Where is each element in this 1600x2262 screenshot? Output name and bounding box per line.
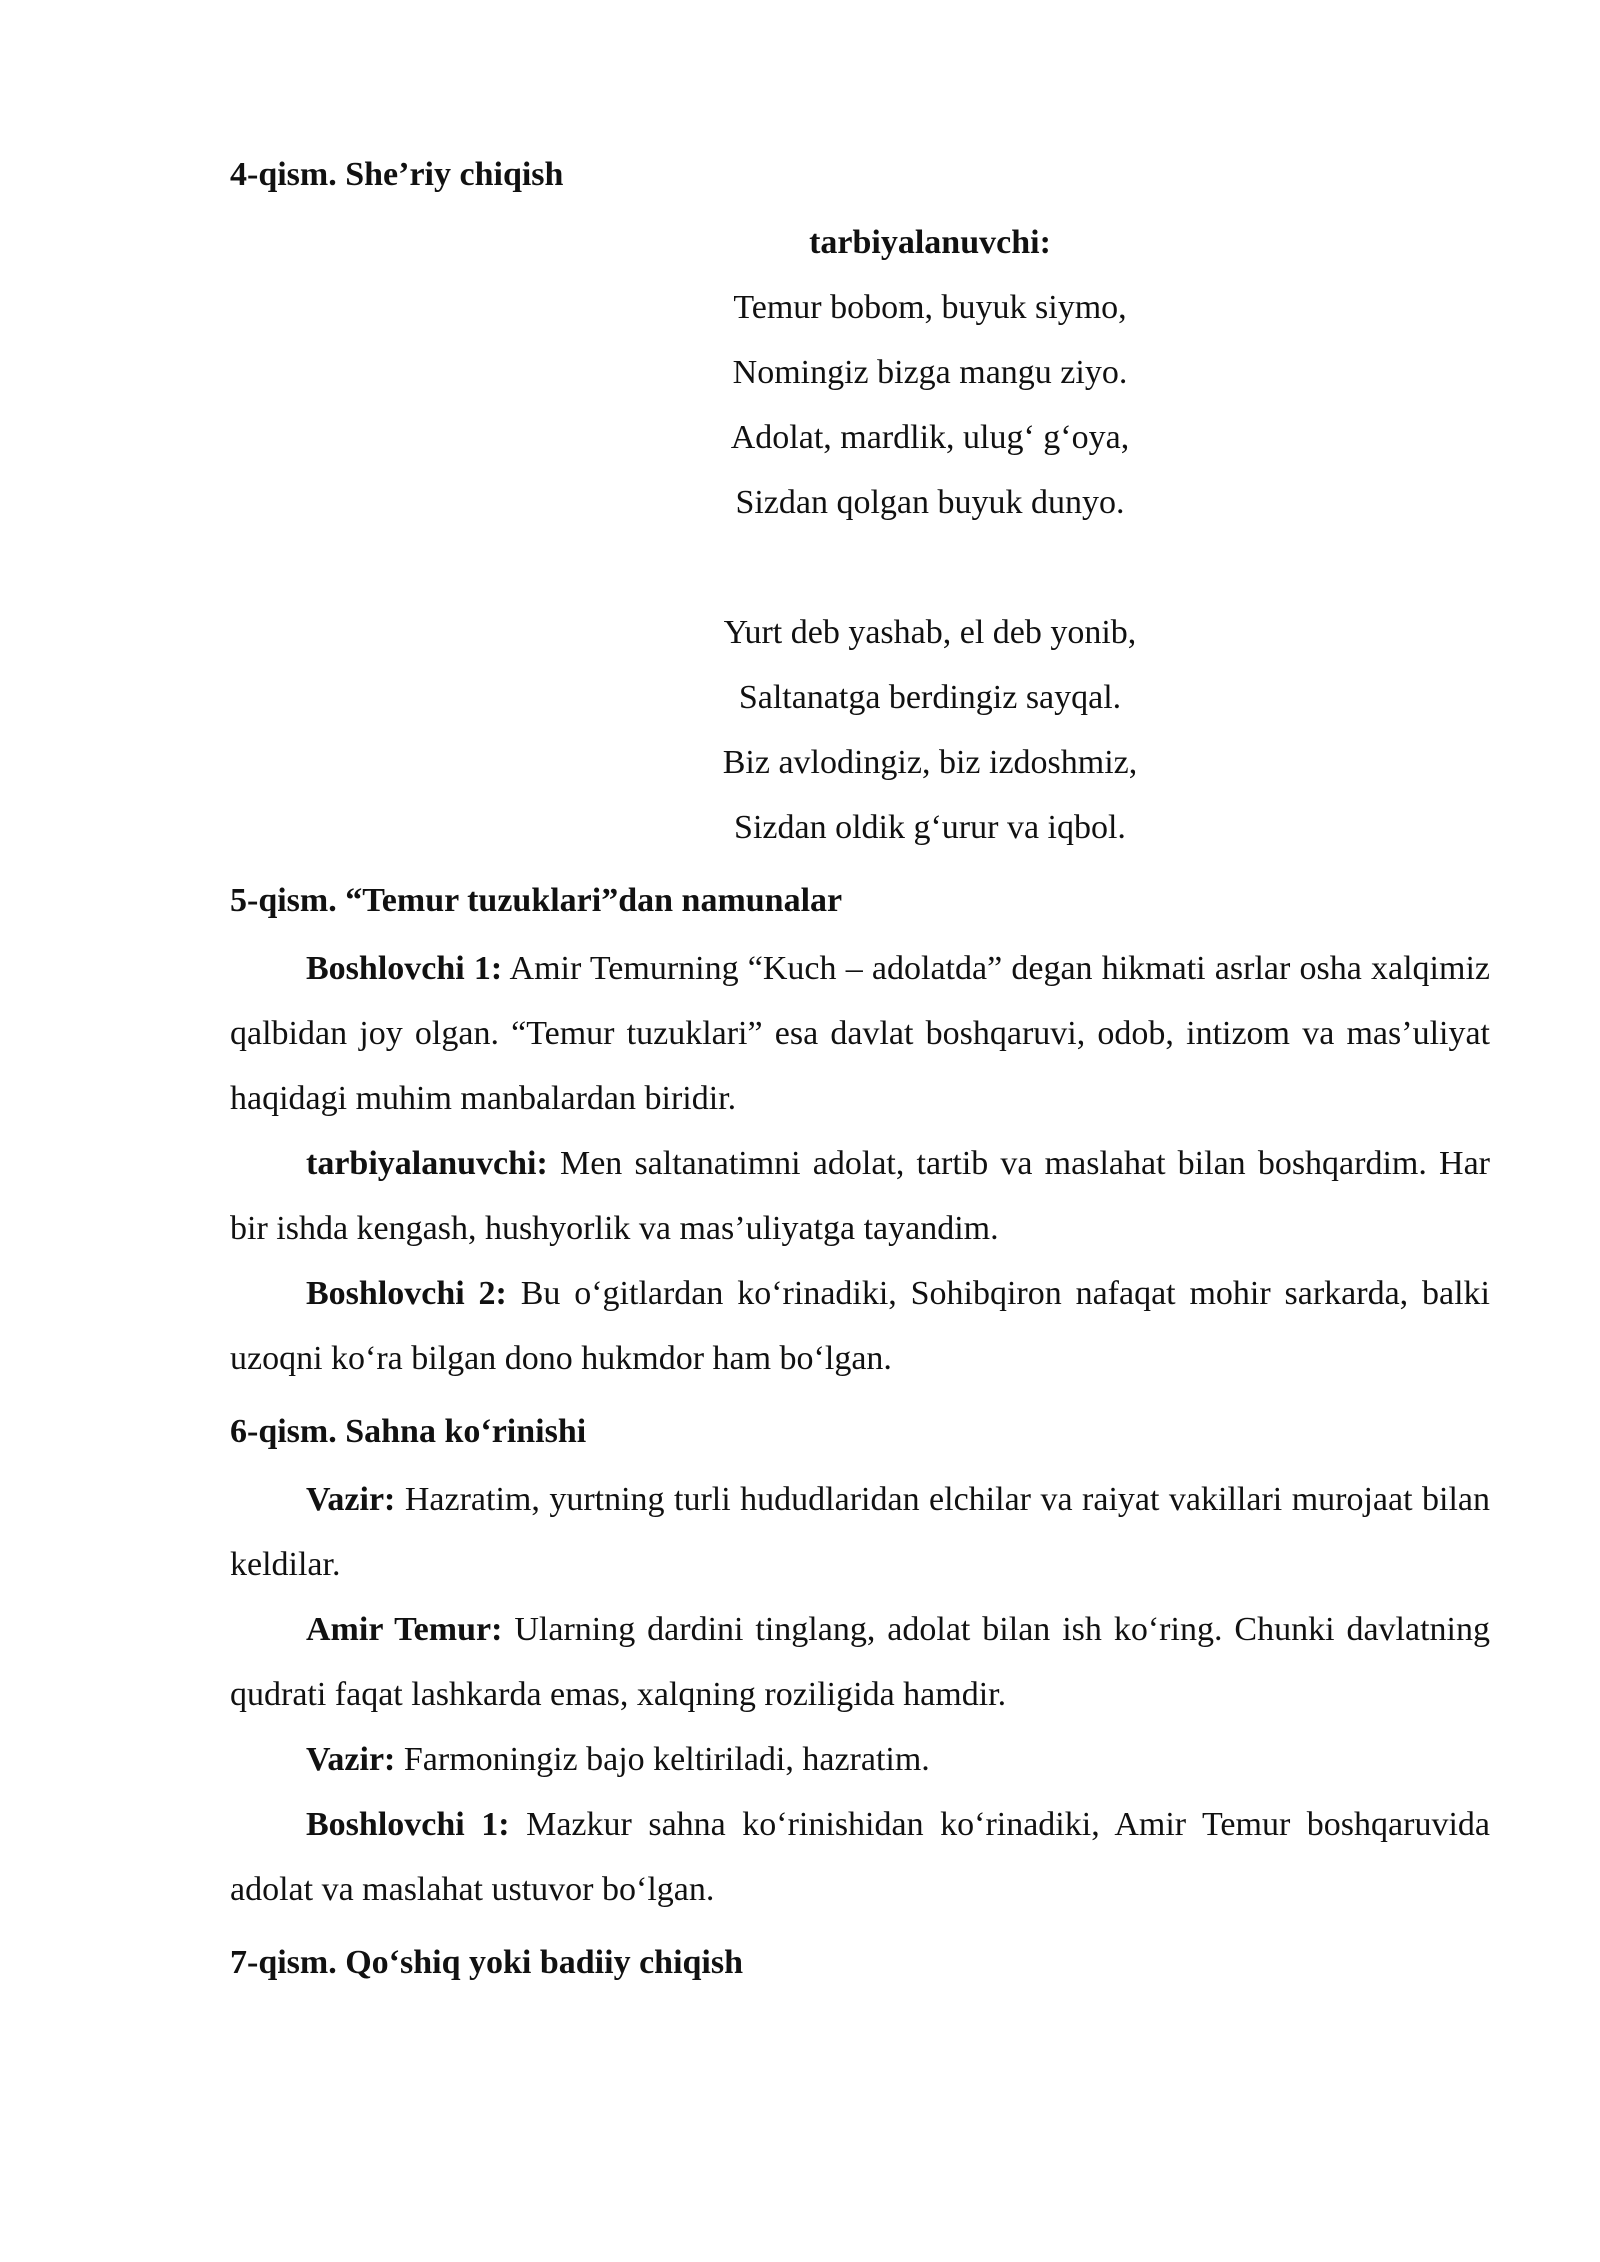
document-page <box>230 150 1490 1998</box>
poem-line: Biz avlodingiz, biz izdoshmiz, <box>722 744 1138 781</box>
dialogue-paragraph <box>230 1131 1490 1261</box>
section-5-heading: 5-qism. “Temur tuzuklari”dan namunalar <box>230 882 843 919</box>
dialogue-text: Mazkur sahna ko‘rinishidan ko‘rinadiki, Amir Temur boshqaruvida adolat va maslahat ustuvor bo‘lgan. <box>230 1806 1490 1908</box>
speaker-label: Amir Temur: <box>306 1611 503 1648</box>
dialogue-paragraph <box>230 1261 1490 1391</box>
poem <box>230 210 1490 860</box>
section-6-heading: 6-qism. Sahna ko‘rinishi <box>230 1413 587 1450</box>
speaker-label: Boshlovchi 2: <box>306 1275 507 1312</box>
poem-line: Sizdan qolgan buyuk dunyo. <box>735 484 1125 521</box>
poem-line: Yurt deb yashab, el deb yonib, <box>723 614 1137 651</box>
dialogue-paragraph <box>230 1792 1490 1922</box>
speaker-label: Vazir: <box>306 1741 396 1778</box>
poem-line: Saltanatga berdingiz sayqal. <box>738 679 1122 716</box>
section-4-heading: 4-qism. She’riy chiqish <box>230 156 564 193</box>
dialogue-paragraph <box>230 936 1490 1131</box>
section-7-heading: 7-qism. Qo‘shiq yoki badiiy chiqish <box>230 1944 744 1981</box>
dialogue-paragraph <box>230 1727 1490 1792</box>
speaker-label: Vazir: <box>306 1481 396 1518</box>
poem-line: Temur bobom, buyuk siymo, <box>733 289 1127 326</box>
dialogue-text: Farmoningiz bajo keltiriladi, hazratim. <box>395 1741 930 1778</box>
dialogue-text: Ularning dardini tinglang, adolat bilan ish ko‘ring. Chunki davlatning qudrati faqat lashkarda emas, xalqning roziligida hamdir. <box>230 1611 1490 1713</box>
poem-line: Sizdan oldik g‘urur va iqbol. <box>734 809 1126 846</box>
stanza-gap <box>370 535 1490 600</box>
dialogue-paragraph <box>230 1467 1490 1597</box>
dialogue-text: Hazratim, yurtning turli hududlaridan elchilar va raiyat vakillari murojaat bilan keldilar. <box>230 1481 1490 1583</box>
poem-speaker: tarbiyalanuvchi: <box>809 224 1051 261</box>
poem-line: Nomingiz bizga mangu ziyo. <box>732 354 1128 391</box>
dialogue-paragraph <box>230 1597 1490 1727</box>
speaker-label: Boshlovchi 1: <box>306 1806 510 1843</box>
poem-line: Adolat, mardlik, ulug‘ g‘oya, <box>730 419 1130 456</box>
dialogue-text: Amir Temurning “Kuch – adolatda” degan hikmati asrlar osha xalqimiz qalbidan joy olgan. “Temur tuzuklari” esa davlat boshqaruvi, odob, intizom va mas’uliyat haqidagi muhim manbalardan biridir. <box>230 950 1490 1117</box>
dialogue-text: Men saltanatimni adolat, tartib va maslahat bilan boshqardim. Har bir ishda kengash, hushyorlik va mas’uliyatga tayandim. <box>230 1145 1490 1247</box>
speaker-label: Boshlovchi 1: <box>306 950 503 987</box>
dialogue-text: Bu o‘gitlardan ko‘rinadiki, Sohibqiron nafaqat mohir sarkarda, balki uzoqni ko‘ra bilgan dono hukmdor ham bo‘lgan. <box>230 1275 1490 1377</box>
speaker-label: tarbiyalanuvchi: <box>306 1145 548 1182</box>
